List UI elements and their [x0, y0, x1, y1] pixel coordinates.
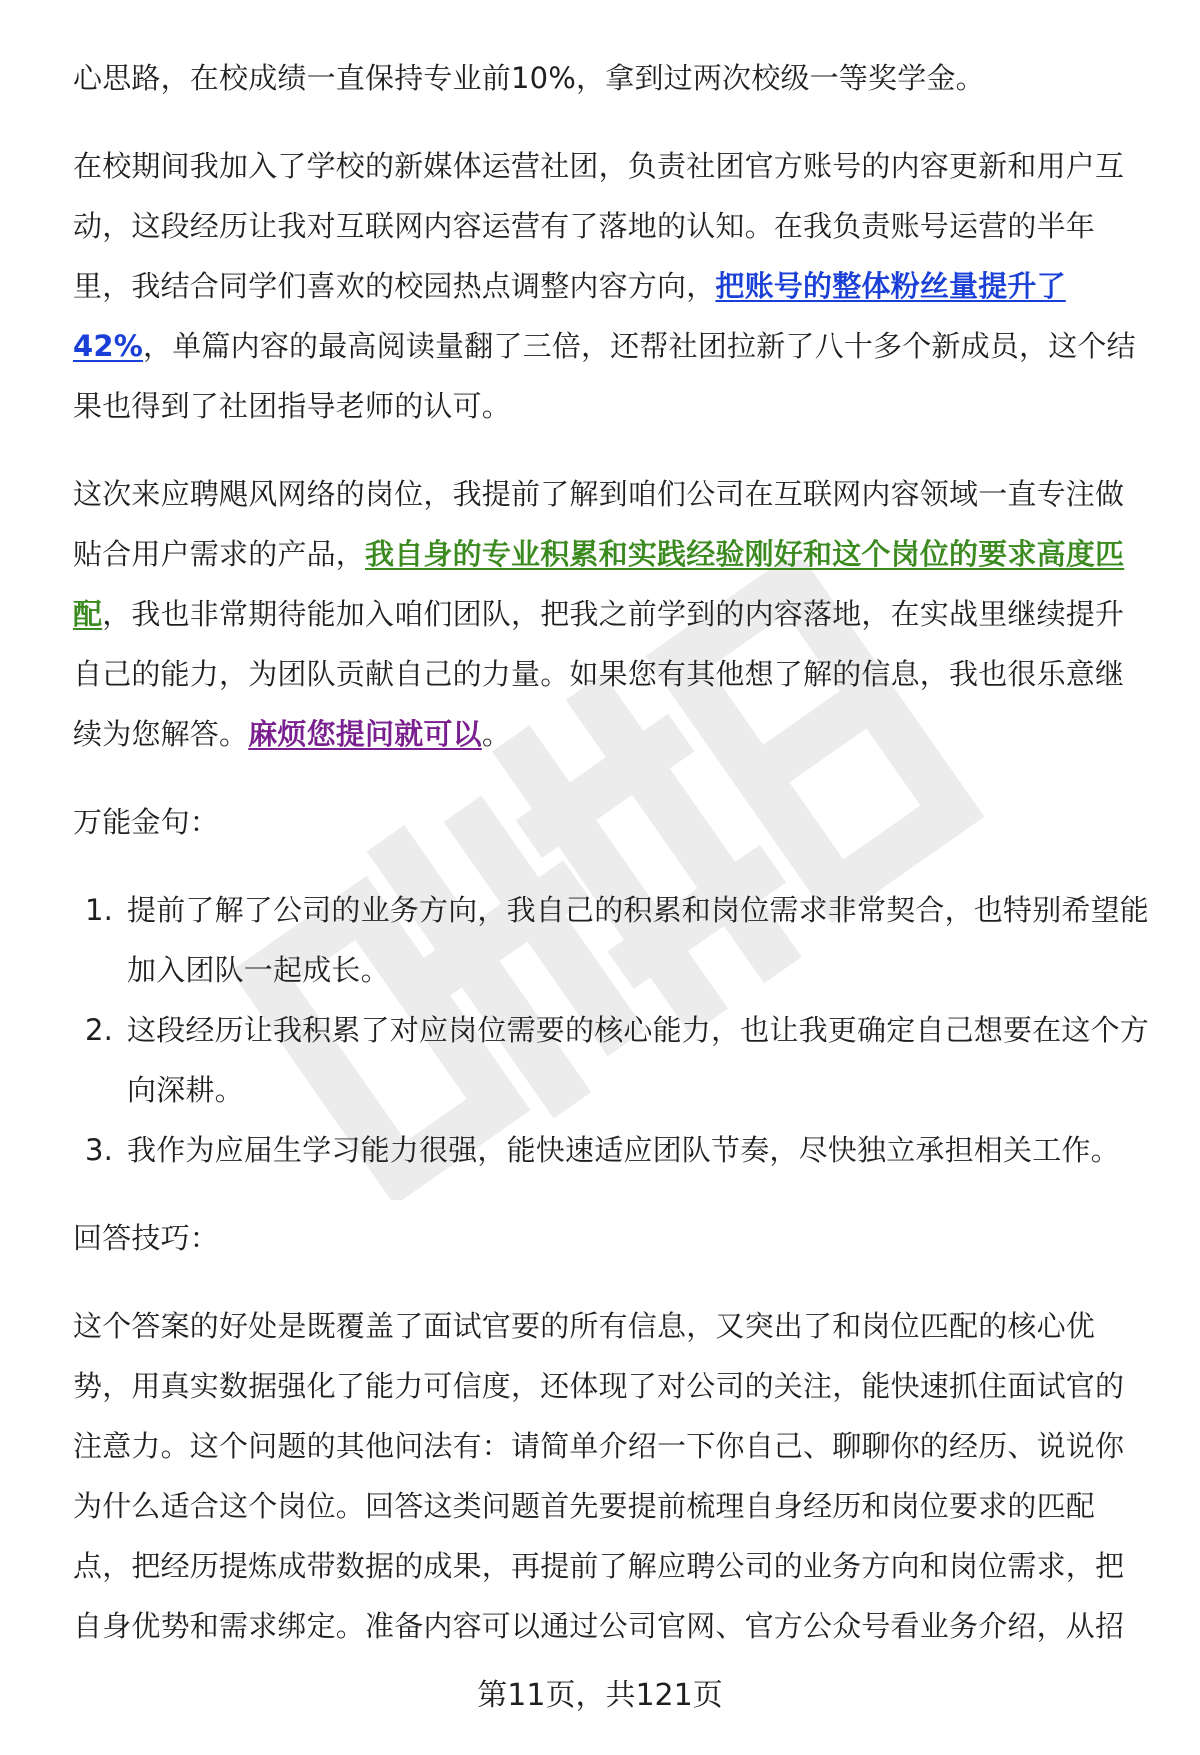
list-item-number: 2.: [85, 1013, 114, 1047]
highlight-fans-growth: 把账号的整体粉丝量提升了42%: [73, 269, 1066, 363]
highlight-invite-question: 麻烦您提问就可以: [248, 717, 482, 751]
paragraph-text: ，我也非常期待能加入咱们团队，把我之前学到的内容落地，在实战里继续提升自己的能力，为团队贡献自己的力量。如果您有其他想了解的信息，我也很乐意继续为您解答。: [73, 597, 1125, 751]
tips-heading: 回答技巧：: [73, 1221, 220, 1255]
list-item-text: 提前了解了公司的业务方向，我自己的积累和岗位需求非常契合，也特别希望能加入团队一起成长。: [127, 893, 1150, 987]
highlight-job-match: 我自身的专业积累和实践经验刚好和这个岗位的要求高度匹配: [73, 537, 1125, 631]
list-item-text: 我作为应届生学习能力很强，能快速适应团队节奏，尽快独立承担相关工作。: [127, 1133, 1120, 1167]
paragraph-campus-experience: [73, 136, 1153, 436]
document-body: [73, 48, 1153, 1684]
paragraph-job-motivation: [73, 464, 1153, 764]
paragraph-text: 这个答案的好处是既覆盖了面试官要的所有信息，又突出了和岗位匹配的核心优势，用真实数据强化了能力可信度，还体现了对公司的关注，能快速抓住面试官的注意力。这个问题的其他问法有：请简单介绍一下你自己、聊聊你的经历、说说你为什么适合这个岗位。回答这类问题首先要提前梳理自身经历和岗位要求的匹配点，把经历提炼成带数据的成果，再提前了解应聘公司的业务方向和岗位需求，把自身优势和需求绑定。准备内容可以通过公司官网、官方公众号看业务介绍，从招: [73, 1309, 1125, 1643]
list-item: [73, 1120, 1153, 1180]
paragraph-text: ，单篇内容的最高阅读量翻了三倍，还帮社团拉新了八十多个新成员，这个结果也得到了社团指导老师的认可。: [73, 329, 1136, 423]
list-item-number: 3.: [85, 1133, 114, 1167]
paragraph-text: 。: [481, 717, 512, 751]
list-item: [73, 1000, 1153, 1120]
golden-sentences-list: [73, 880, 1153, 1180]
paragraph-text: 心思路，在校成绩一直保持专业前10%，拿到过两次校级一等奖学金。: [73, 61, 985, 95]
page-number-footer: 第11页，共121页: [477, 1678, 723, 1713]
paragraph-text: 这次来应聘飓风网络的岗位，我提前了解到咱们公司在互联网内容领域一直专注做贴合用户需求的产品，: [73, 477, 1125, 571]
list-item-number: 1.: [85, 893, 114, 927]
paragraph-text: 在校期间我加入了学校的新媒体运营社团，负责社团官方账号的内容更新和用户互动，这段经历让我对互联网内容运营有了落地的认知。在我负责账号运营的半年里，我结合同学们喜欢的校园热点调整内容方向，: [73, 149, 1125, 303]
list-item: [73, 880, 1153, 1000]
list-item-text: 这段经历让我积累了对应岗位需要的核心能力，也让我更确定自己想要在这个方向深耕。: [127, 1013, 1150, 1107]
golden-sentences-heading: 万能金句：: [73, 805, 220, 839]
paragraph-tips: [73, 1296, 1153, 1656]
paragraph-intro-end: [73, 48, 1153, 108]
